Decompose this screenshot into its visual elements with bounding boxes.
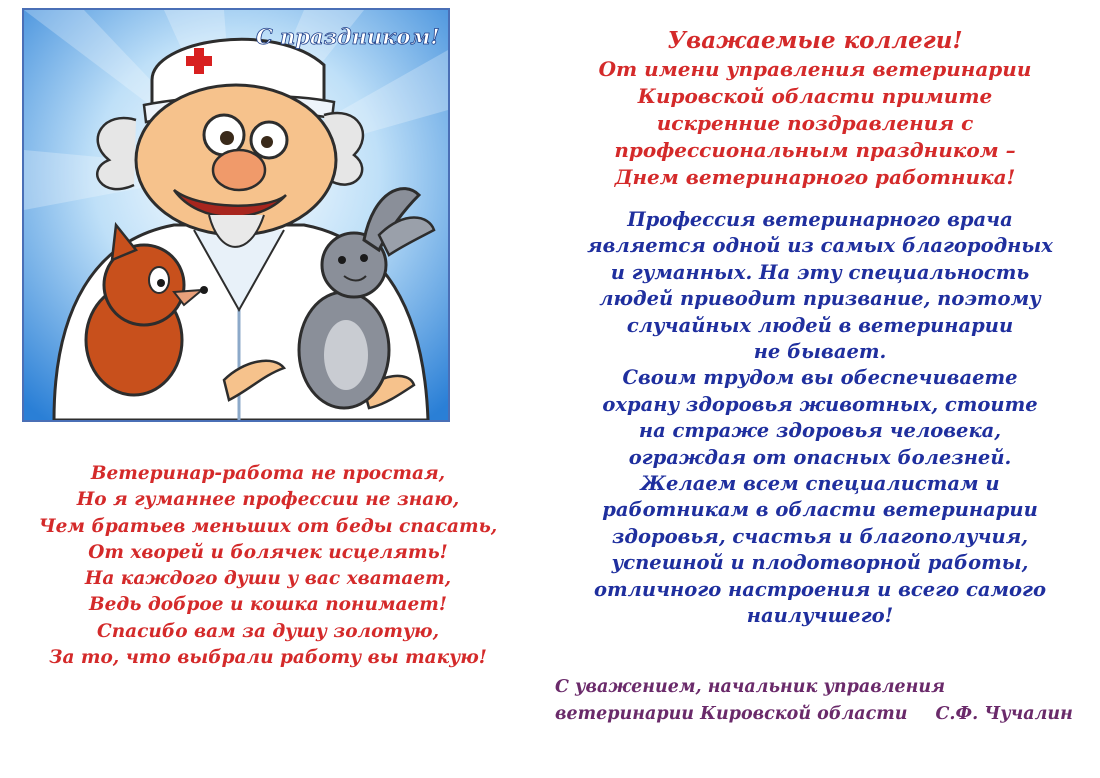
poem-line: Спасибо вам за душу золотую, [96, 620, 440, 642]
signature-block [555, 674, 1095, 728]
greeting-line: Кировской области примите [637, 84, 993, 108]
main-text-line: Своим трудом вы обеспечиваете [622, 366, 1018, 390]
signature-position: ветеринарии Кировской области [555, 704, 908, 724]
main-text-line: людей приводит призвание, поэтому [599, 287, 1041, 311]
veterinarian-illustration [22, 8, 450, 422]
poem-block [18, 461, 518, 671]
greeting-line: искренние поздравления с [656, 111, 974, 135]
main-text-line: является одной из самых благородных [587, 234, 1053, 258]
poem-line: Чем братьев меньших от беды спасать, [38, 515, 498, 537]
poem-line: Но я гуманнее профессии не знаю, [76, 489, 460, 511]
greeting-block [560, 26, 1070, 191]
main-text-line: охрану здоровья животных, стоите [602, 392, 1038, 416]
illustration-caption: С праздником! [256, 24, 440, 49]
main-text-line: и гуманных. На эту специальность [610, 260, 1030, 284]
poem-line: От хворей и болячек исцелять! [88, 541, 448, 563]
poem-line: Ветеринар-работа не простая, [90, 463, 446, 484]
poem-line: Ведь доброе и кошка понимает! [88, 594, 447, 616]
main-text-line: здоровья, счастья и благополучия, [611, 524, 1029, 548]
greeting-line: профессиональным праздником – [614, 138, 1016, 162]
poem-line: За то, что выбрали работу вы такую! [49, 647, 487, 669]
main-text-line: случайных людей в ветеринарии [626, 313, 1014, 337]
main-text-line: успешной и плодотворной работы, [611, 551, 1029, 575]
main-text-line: отличного настроения и всего самого [594, 577, 1046, 601]
main-text-block [555, 207, 1085, 630]
main-text-line: Профессия ветеринарного врача [627, 208, 1013, 231]
signature-line [555, 701, 1095, 728]
main-text-line: на страже здоровья человека, [638, 419, 1002, 443]
poem-line: На каждого души у вас хватает, [84, 568, 452, 590]
signature-line: С уважением, начальник управления [555, 677, 946, 697]
main-text-line: наилучшего! [746, 604, 894, 628]
greeting-line: От имени управления ветеринарии [598, 57, 1032, 81]
main-text-line: работникам в области ветеринарии [602, 498, 1038, 522]
main-text-line: Желаем всем специалистам и [640, 472, 1000, 496]
greeting-line: Днем ветеринарного работника! [614, 165, 1016, 189]
main-text-line: ограждая от опасных болезней. [628, 445, 1012, 469]
signature-name: С.Ф. Чучалин [935, 704, 1073, 724]
greeting-title: Уважаемые коллеги! [667, 27, 963, 54]
main-text-line: не бывает. [753, 340, 887, 364]
